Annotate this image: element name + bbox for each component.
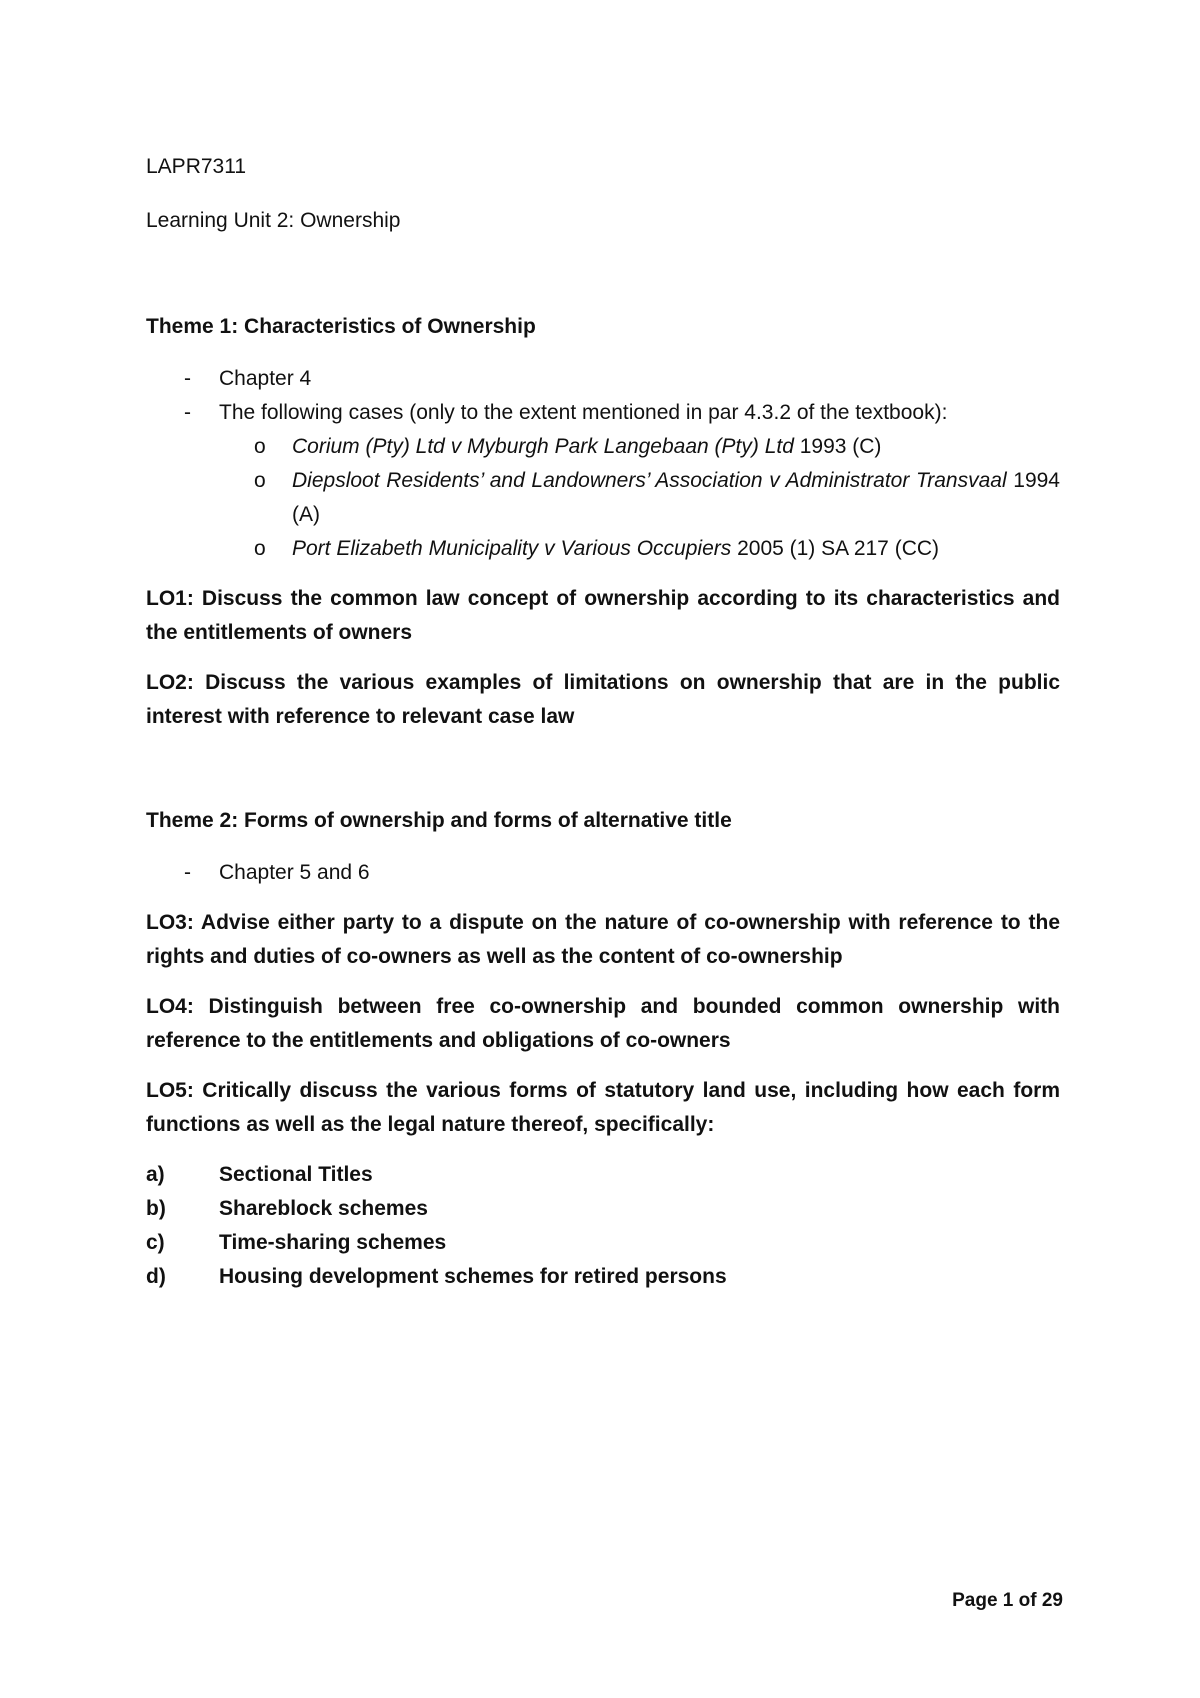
reading-item-text: The following cases (only to the extent mentioned in par 4.3.2 of the textbook):: [219, 401, 948, 424]
circle-bullet: o: [254, 469, 266, 492]
circle-bullet: o: [254, 537, 266, 560]
list-item: [146, 362, 1060, 396]
unit-title: Learning Unit 2: Ownership: [146, 209, 401, 232]
theme-1-title: Theme 1: Characteristics of Ownership: [146, 315, 536, 338]
case-item: [219, 532, 1060, 566]
form-text: Sectional Titles: [219, 1163, 373, 1186]
page-content: [146, 150, 1060, 1294]
alpha-marker: c): [146, 1231, 165, 1254]
case-name: Port Elizabeth Municipality v Various Occupiers: [292, 537, 732, 560]
course-code: LAPR7311: [146, 155, 247, 178]
learning-outcome-lo5: LO5: Critically discuss the various forms of statutory land use, including how each form functions as well as the legal nature thereof, specifically:: [146, 1079, 1060, 1136]
case-item: [219, 464, 1060, 532]
learning-outcome-lo3: LO3: Advise either party to a dispute on the nature of co-ownership with reference to the rights and duties of co-owners as well as the content of co-ownership: [146, 911, 1060, 968]
reading-item-text: Chapter 5 and 6: [219, 861, 370, 884]
dash-bullet: -: [184, 367, 191, 390]
reading-item-text: Chapter 4: [219, 367, 312, 390]
dash-bullet: -: [184, 861, 191, 884]
case-name: Corium (Pty) Ltd v Myburgh Park Langebaan (Pty) Ltd: [292, 435, 794, 458]
list-item: [146, 396, 1060, 566]
theme-2-title: Theme 2: Forms of ownership and forms of alternative title: [146, 809, 732, 832]
case-list: [219, 430, 1060, 566]
form-text: Shareblock schemes: [219, 1197, 428, 1220]
case-name: Diepsloot Residents’ and Landowners’ Association v Administrator Transvaal: [292, 469, 1007, 492]
learning-outcome-lo1: LO1: Discuss the common law concept of ownership according to its characteristics and the entitlements of owners: [146, 587, 1060, 644]
theme-2-reading-list: [146, 856, 1060, 890]
form-text: Housing development schemes for retired persons: [219, 1265, 727, 1288]
circle-bullet: o: [254, 435, 266, 458]
list-item: [146, 1260, 1060, 1294]
form-text: Time-sharing schemes: [219, 1231, 447, 1254]
case-citation: 2005 (1) SA 217 (CC): [731, 537, 940, 560]
list-item: [146, 1226, 1060, 1260]
alpha-marker: b): [146, 1197, 166, 1220]
case-item: [219, 430, 1060, 464]
list-item: [146, 1158, 1060, 1192]
list-item: [146, 1192, 1060, 1226]
alpha-marker: d): [146, 1265, 166, 1288]
learning-outcome-lo2: LO2: Discuss the various examples of limitations on ownership that are in the public interest with reference to relevant case law: [146, 671, 1060, 728]
page-number: Page 1 of 29: [952, 1590, 1063, 1611]
case-citation: 1993 (C): [793, 435, 882, 458]
list-item: [146, 856, 1060, 890]
theme-1-reading-list: [146, 362, 1060, 566]
alpha-marker: a): [146, 1163, 165, 1186]
statutory-land-use-list: [146, 1158, 1060, 1294]
learning-outcome-lo4: LO4: Distinguish between free co-ownership and bounded common ownership with reference to the entitlements and obligations of co-owners: [146, 995, 1060, 1052]
case-citation: 1994 (A): [292, 469, 1060, 526]
dash-bullet: -: [184, 401, 191, 424]
